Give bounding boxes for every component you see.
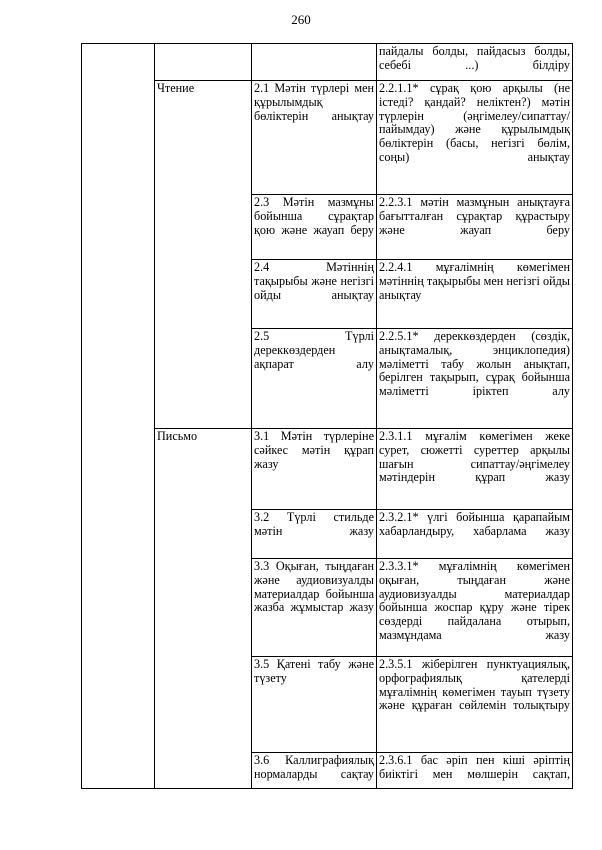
table-row — [82, 81, 573, 195]
objective-cell: 3.5 Қатені табу және түзету — [252, 657, 377, 753]
outcome-cell: 2.2.4.1 мұғалімнің көмегімен мәтіннің тақырыбы мен негізгі ойды анықтау — [377, 260, 573, 329]
objective-cell: 3.6 Каллиграфиялық нормаларды сақтау — [252, 753, 377, 789]
outcome-cell: 2.3.5.1 жіберілген пунктуациялық, орфографиялық қателерді мұғалімнің көмегімен тауып түзету және құраған сөйлемін толықтыру — [377, 657, 573, 753]
curriculum-table — [81, 43, 573, 789]
objective-cell: 2.3 Мәтін мазмұны бойынша сұрақтар қою және жауап беру — [252, 195, 377, 260]
objective-cell: 2.1 Мәтін түрлері мен құрылымдық бөліктерін анықтау — [252, 81, 377, 195]
objective-cell — [252, 44, 377, 81]
section-cell — [155, 44, 252, 81]
section-cell-reading: Чтение — [155, 81, 252, 429]
objective-cell: 3.3 Оқыған, тыңдаған және аудиовизуалды материалдар бойынша жазба жұмыстар жазу — [252, 559, 377, 657]
section-cell-writing: Письмо — [155, 429, 252, 789]
objective-cell: 2.5 Түрлі дереккөздерден ақпарат алу — [252, 329, 377, 429]
table-row — [82, 429, 573, 510]
objective-cell: 2.4 Мәтіннің тақырыбы және негізгі ойды анықтау — [252, 260, 377, 329]
objective-cell: 3.1 Мәтін түрлеріне сәйкес мәтін құрап жазу — [252, 429, 377, 510]
outcome-cell: 2.2.5.1* дереккөздерден (сөздік, анықтамалық, энциклопедия) мәліметті табу жолын анықтап, берілген тақырып, сұрақ бойынша мәліметті іріктеп алу — [377, 329, 573, 429]
table-row — [82, 44, 573, 81]
outcome-cell: 2.3.2.1* үлгі бойынша қарапайым хабарландыру, хабарлама жазу — [377, 510, 573, 559]
page-number: 260 — [291, 12, 311, 27]
outcome-cell: 2.3.1.1 мұғалім көмегімен жеке сурет, сюжетті суреттер арқылы шағын сипаттау/әңгімелеу мәтіндерін құрап жазу — [377, 429, 573, 510]
outcome-cell: 2.3.6.1 бас әріп пен кіші әріптің биіктігі мен мөлшерін сақтап, — [377, 753, 573, 789]
objective-cell: 3.2 Түрлі стильде мәтін жазу — [252, 510, 377, 559]
outcome-cell: 2.2.1.1* сұрақ қою арқылы (не істеді? қандай? неліктен?) мәтін түрлерін (әңгімелеу/сипаттау/пайымдау) және құрылымдық бөліктерін (басы, негізгі бөлім, соңы) анықтау — [377, 81, 573, 195]
outcome-cell: пайдалы болды, пайдасыз болды, себебі ...) білдіру — [377, 44, 573, 81]
outcome-cell: 2.3.3.1* мұғалімнің көмегімен оқыған, тыңдаған және аудиовизуалды материалдар бойынша жоспар құру және тірек сөздерді пайдалана отырып, мазмұндама жазу — [377, 559, 573, 657]
outcome-cell: 2.2.3.1 мәтін мазмұнын анықтауға бағытталған сұрақтар құрастыру және жауап беру — [377, 195, 573, 260]
blank-cell — [82, 44, 155, 789]
